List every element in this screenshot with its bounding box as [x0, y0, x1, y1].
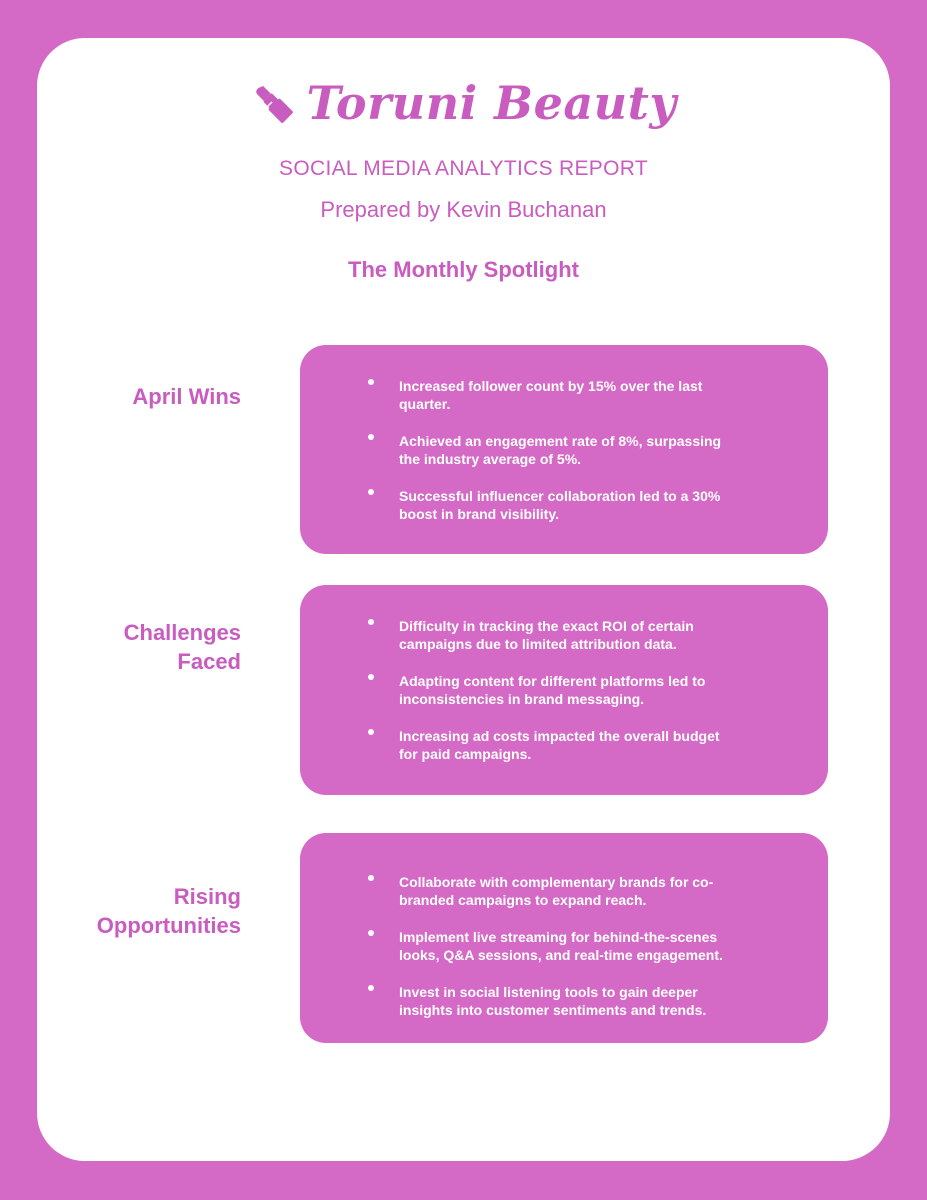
bullet-list	[399, 377, 729, 542]
report-title: SOCIAL MEDIA ANALYTICS REPORT	[279, 157, 648, 180]
section-label-line: Rising	[173, 884, 241, 909]
list-item: Collaborate with complementary brands for co-branded campaigns to expand reach.	[399, 873, 729, 909]
section-label-rising-opportunities	[11, 882, 241, 940]
list-item: Difficulty in tracking the exact ROI of certain campaigns due to limited attribution data.	[399, 617, 729, 653]
brand-header	[0, 76, 927, 140]
list-item: Adapting content for different platforms led to inconsistencies in brand messaging.	[399, 672, 729, 708]
section-label-line: Challenges	[123, 620, 241, 645]
section-title: The Monthly Spotlight	[348, 257, 579, 282]
list-item: Achieved an engagement rate of 8%, surpassing the industry average of 5%.	[399, 432, 729, 468]
section-label-april-wins	[11, 382, 241, 411]
brand-name: Toruni Beauty	[306, 76, 677, 130]
bullet-list	[399, 873, 729, 1038]
bullet-list	[399, 617, 729, 782]
section-label-line: Opportunities	[96, 913, 241, 938]
lipstick-icon	[250, 80, 296, 126]
section-label-line: April Wins	[132, 384, 241, 409]
panel-april-wins	[300, 345, 828, 554]
list-item: Increasing ad costs impacted the overall budget for paid campaigns.	[399, 727, 729, 763]
list-item: Invest in social listening tools to gain deeper insights into customer sentiments and trends.	[399, 983, 729, 1019]
section-label-line: Faced	[177, 649, 241, 674]
prepared-by: Prepared by Kevin Buchanan	[320, 197, 607, 222]
section-label-challenges-faced	[11, 618, 241, 676]
list-item: Successful influencer collaboration led to a 30% boost in brand visibility.	[399, 487, 729, 523]
panel-rising-opportunities	[300, 833, 828, 1043]
panel-challenges-faced	[300, 585, 828, 795]
list-item: Implement live streaming for behind-the-scenes looks, Q&A sessions, and real-time engagement.	[399, 928, 729, 964]
list-item: Increased follower count by 15% over the last quarter.	[399, 377, 729, 413]
